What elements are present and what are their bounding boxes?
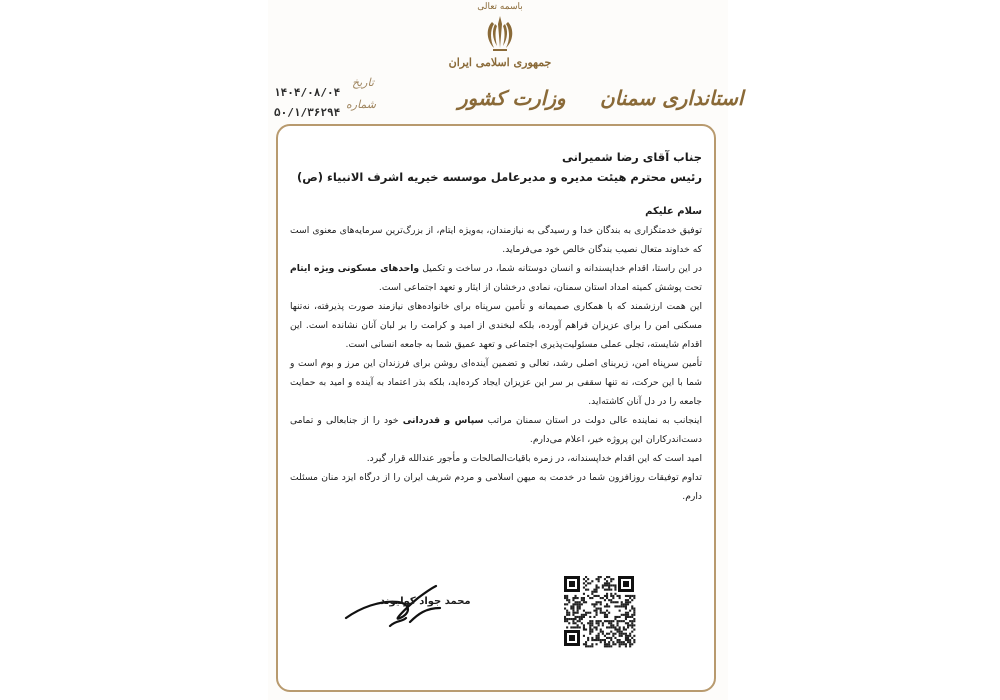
paragraph-2: در این راستا، اقدام خداپسندانه و انسان دوستانه شما، در ساخت و تکمیل واحدهای مسکونی ویژه ایتام تحت پوشش کمیته امداد استان سمنان، نمادی درخشان از ایثار و تعهد اجتماعی است. [290,263,703,293]
qr-code-icon [562,574,636,648]
bismillah-text: باسمه تعالی [477,2,523,12]
letter-body [290,150,702,506]
date-value: ۱۴۰۴/۰۸/۰۴ [274,86,341,99]
paragraph-6: امید است که این اقدام خداپسندانه، در زمره باقیات‌الصالحات و مأجور عندالله قرار گیرد. [366,453,702,464]
addressee: جناب آقای رضا شمیرانی [561,150,702,164]
paragraph-4: تأمین سرپناه امن، زیربنای اصلی رشد، تعالی و تضمین آینده‌ای روشن برای فرزندان این مرز و بوم است و شما با این حرکت، نه تنها سقفی بر سر این عزیزان ایجاد کرده‌اید، بلکه بذر اعتماد به آینده و امید به حمایت جامعه را در دل آنان کاشته‌اید. [290,358,702,407]
salutation: سلام علیکم [645,206,702,217]
ministry-title: وزارت کشور [458,86,566,110]
paragraph-7: تداوم توفیقات روزافزون شما در خدمت به میهن اسلامی و مردم شریف ایران را از درگاه ایزد منان مسئلت دارم. [290,472,702,502]
governorate-title: استانداری سمنان [600,86,744,110]
republic-title: جمهوری اسلامی ایران [448,56,552,69]
addressee-title: رئیس محترم هیئت مدیره و مدیرعامل موسسه خیریه اشرف الانبیاء (ص) [296,170,702,184]
iran-emblem-icon [482,14,518,54]
paragraph-5: اینجانب به نماینده عالی دولت در استان سمنان مراتب سپاس و قدردانی خود را از جنابعالی و تمامی دست‌اندرکاران این پروژه خیر، اعلام می‌دارم. [290,415,702,445]
paragraph-2-bold: واحدهای مسکونی ویژه ایتام [290,263,420,274]
signer-name: محمد جواد کولیوند [380,596,471,607]
paragraph-3: این همت ارزشمند که با همکاری صمیمانه و تأمین سرپناه برای خانواده‌های نیازمند صورت پذیرفته، نه‌تنها مسکنی امن را برای عزیزان فراهم آورده، بلکه لبخندی از امید و کرامت را بر لبان آنان نشانده است. این اقدام شایسته، تجلی عملی مسئولیت‌پذیری اجتماعی و تعهد عمیق شما به جامعه انسانی است. [290,301,702,350]
number-label: شماره [346,98,377,111]
number-value: ۵۰/۱/۳۶۲۹۴ [274,106,341,119]
date-label: تاریخ [352,76,374,89]
letterhead-emblem-block [430,2,570,69]
paragraph-5-bold: سپاس و قدردانی [402,415,484,426]
paragraph-1: توفیق خدمتگزاری به بندگان خدا و رسیدگی به نیازمندان، به‌ویژه ایتام، از بزرگ‌ترین سرمایه‌های معنوی است که خداوند متعال نصیب بندگان خالص خود می‌فرماید. [290,225,702,255]
